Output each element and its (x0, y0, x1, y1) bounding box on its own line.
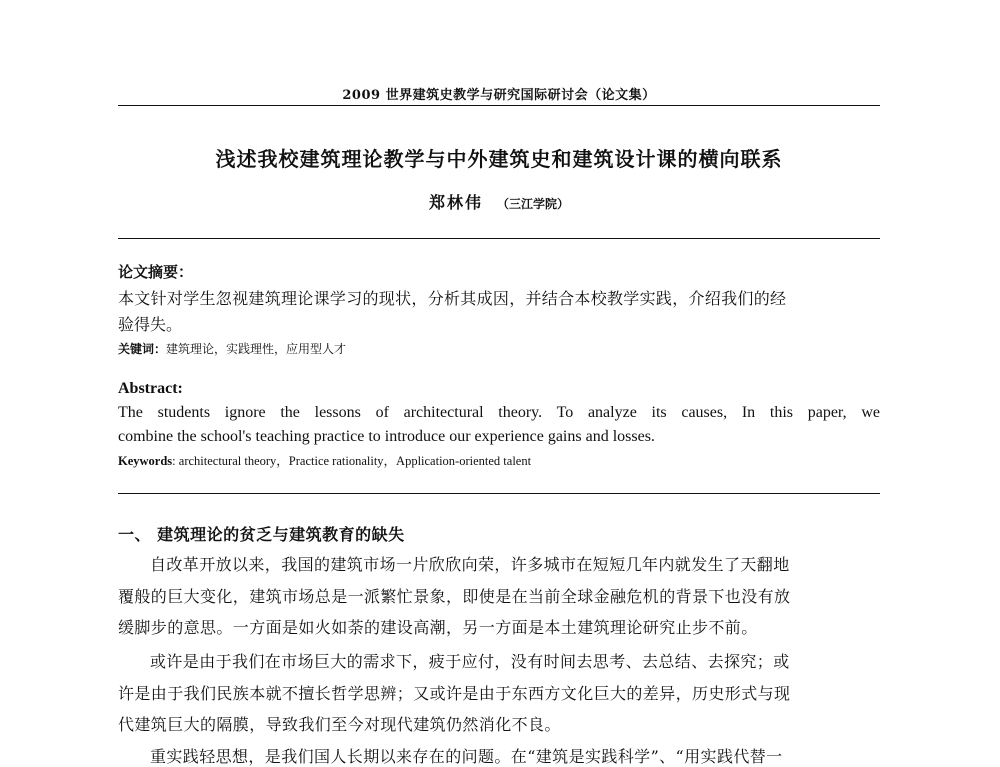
abstract-en-line2: combine the school's teaching practice to introduce our experience gains and losses. (118, 428, 655, 445)
keywords-en (118, 451, 531, 469)
section-heading: 一、 建筑理论的贫乏与建筑教育的缺失 (118, 525, 405, 544)
paragraph-line: 代建筑巨大的隔膜，导致我们至今对现代建筑仍然消化不良。 (118, 715, 561, 734)
author-name: 郑林伟 (428, 193, 483, 212)
running-header: 2009 世界建筑史教学与研究国际研讨会（论文集） (342, 88, 656, 103)
abstract-en-label: Abstract: (118, 380, 183, 397)
paragraph-line: 缓脚步的意思。一方面是如火如荼的建设高潮，另一方面是本土建筑理论研究止步不前。 (118, 618, 758, 637)
keywords-zh (118, 340, 346, 357)
keywords-zh-value: 建筑理论，实践理性，应用型人才 (166, 342, 347, 356)
abstract-zh-line1: 本文针对学生忽视建筑理论课学习的现状，分析其成因，并结合本校教学实践，介绍我们的经 (118, 289, 787, 308)
title-rule (118, 238, 880, 239)
abstract-zh-label: 论文摘要： (118, 263, 194, 281)
header-rule (118, 105, 880, 106)
keywords-en-label: Keywords (118, 454, 173, 468)
paragraph-line: 覆般的巨大变化，建筑市场总是一派繁忙景象，即使是在当前全球金融危机的背景下也没有放 (118, 587, 791, 606)
paper-title: 浅述我校建筑理论教学与中外建筑史和建筑设计课的横向联系 (215, 147, 783, 171)
paragraph-line: 自改革开放以来，我国的建筑市场一片欣欣向荣，许多城市在短短几年内就发生了天翻地 (150, 555, 790, 574)
paragraph-line: 或许是由于我们在市场巨大的需求下，疲于应付，没有时间去思考、去总结、去探究；或 (150, 652, 790, 671)
paragraph-line: 重实践轻思想，是我们国人长期以来存在的问题。在“建筑是实践科学”、“用实践代替一 (150, 747, 783, 766)
keywords-en-value: : architectural theory，Practice rationality，Application-oriented talent (172, 454, 532, 468)
author-line (118, 190, 880, 213)
abstract-en-line1: The students ignore the lessons of architectural theory. To analyze its causes, In this paper, we (118, 404, 880, 421)
abstract-rule (118, 493, 880, 494)
keywords-zh-label: 关键词： (118, 342, 167, 356)
paragraph-line: 许是由于我们民族本就不擅长哲学思辨；又或许是由于东西方文化巨大的差异，历史形式与现 (118, 684, 791, 703)
abstract-zh-line2: 验得失。 (118, 315, 183, 334)
author-affiliation: （三江学院） (497, 197, 570, 211)
